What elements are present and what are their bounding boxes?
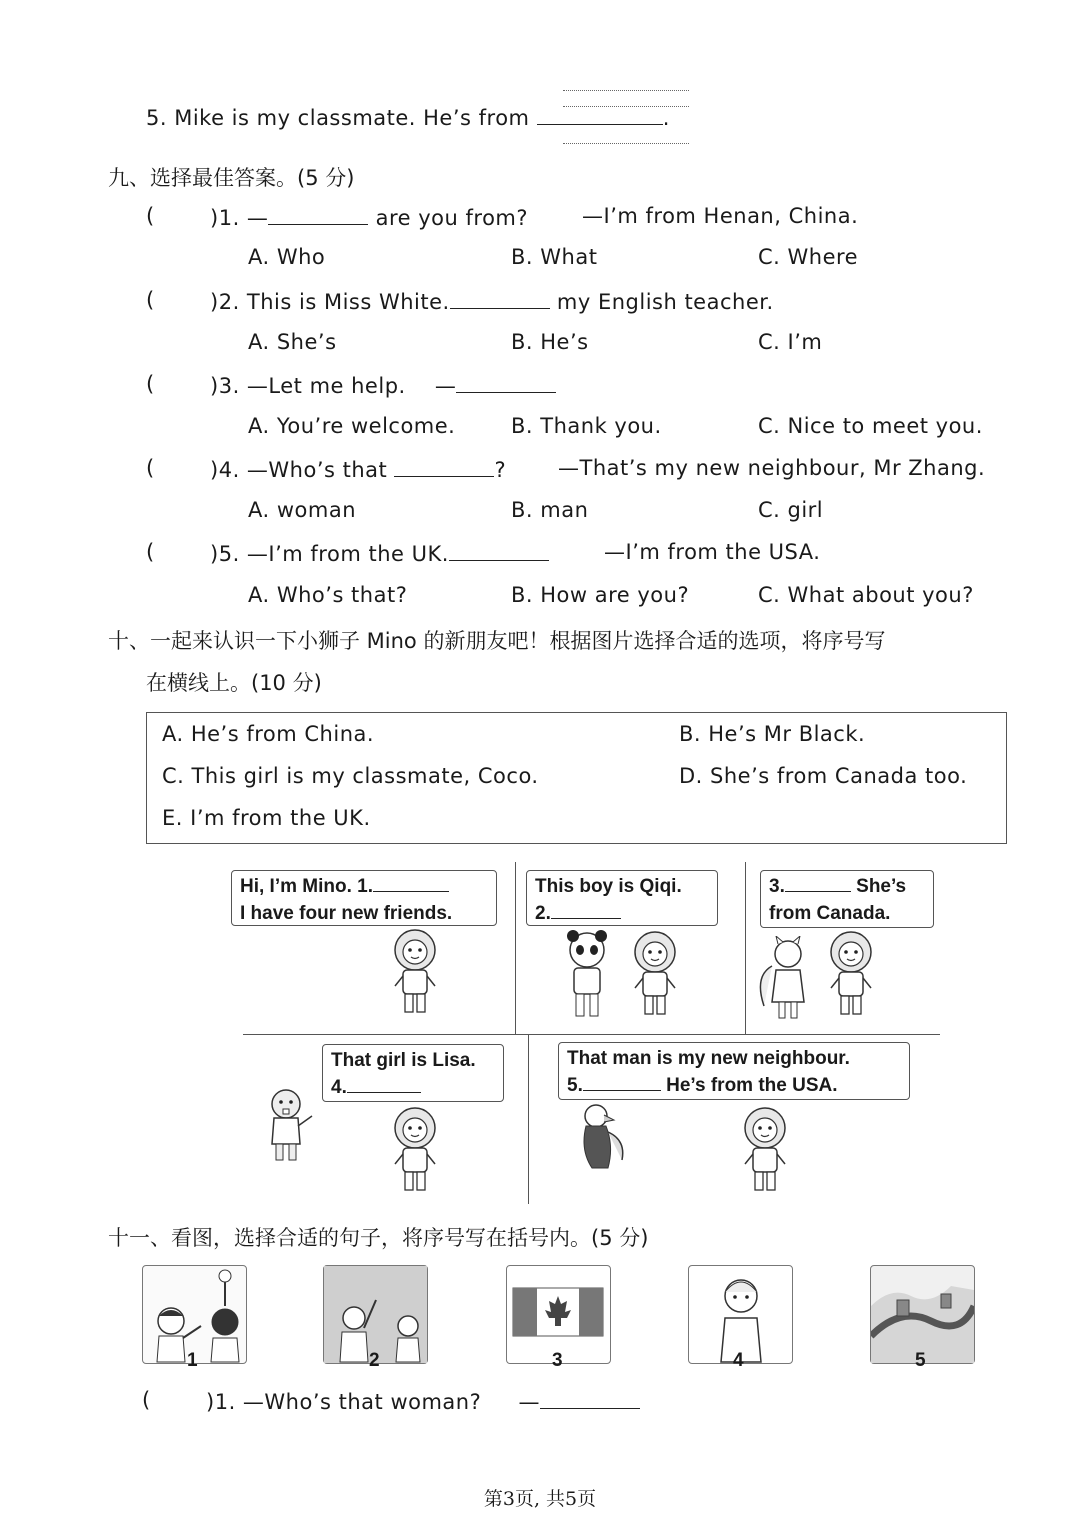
sec9-q1-reply: —I’m from Henan, China. bbox=[582, 204, 859, 228]
sec9-question-1: )1. — are you from? bbox=[210, 206, 529, 230]
page-footer: 第3页, 共5页 bbox=[483, 1488, 597, 1510]
sec9-question-5: )5. —I’m from the UK. bbox=[210, 540, 549, 566]
sec9-q4-reply: —That’s my new neighbour, Mr Zhang. bbox=[558, 456, 986, 480]
option-b: B. man bbox=[511, 498, 589, 522]
option-a: A. Who’s that? bbox=[248, 583, 408, 607]
panel-divider bbox=[243, 1034, 940, 1035]
sec9-question-4: )4. —Who’s that ? bbox=[210, 458, 507, 482]
section-11-title: 十一、看图，选择合适的句子，将序号写在括号内。(5 分) bbox=[108, 1226, 649, 1250]
option-e: E. I’m from the UK. bbox=[162, 806, 371, 830]
answer-paren[interactable]: ( bbox=[146, 372, 155, 396]
option-d: D. She’s from Canada too. bbox=[679, 764, 968, 788]
sec9-question-3: )3. —Let me help. — bbox=[210, 372, 556, 398]
option-a: A. You’re welcome. bbox=[248, 414, 456, 438]
lion-mino-icon bbox=[390, 928, 440, 1022]
option-c: C. girl bbox=[758, 498, 824, 522]
option-b: B. He’s Mr Black. bbox=[679, 722, 866, 746]
option-c: C. What about you? bbox=[758, 583, 974, 607]
option-b: B. He’s bbox=[511, 330, 589, 354]
sec9-q5-reply: —I’m from the USA. bbox=[604, 540, 821, 564]
lion-mino-icon bbox=[740, 1106, 790, 1200]
answer-paren[interactable]: ( bbox=[142, 1388, 151, 1412]
option-b: B. What bbox=[511, 245, 598, 269]
answer-blank[interactable] bbox=[347, 1074, 421, 1093]
speech-bubble-1: Hi, I’m Mino. 1. I have four new friends. bbox=[231, 870, 497, 926]
speech-bubble-3: 3. She’s from Canada. bbox=[760, 870, 934, 928]
answer-blank[interactable] bbox=[537, 104, 663, 125]
section-9-title: 九、选择最佳答案。(5 分) bbox=[108, 166, 355, 190]
option-a: A. She’s bbox=[248, 330, 337, 354]
option-a: A. woman bbox=[248, 498, 357, 522]
panda-qiqi-icon bbox=[562, 930, 612, 1022]
answer-blank[interactable] bbox=[551, 900, 621, 919]
answer-paren[interactable]: ( bbox=[146, 288, 155, 312]
option-a: A. He’s from China. bbox=[162, 722, 375, 746]
picture-number: 4 bbox=[733, 1350, 744, 1371]
answer-paren[interactable]: ( bbox=[146, 456, 155, 480]
picture-number: 2 bbox=[369, 1350, 380, 1371]
option-c: C. This girl is my classmate, Coco. bbox=[162, 764, 539, 788]
eagle-mr-black-icon bbox=[574, 1102, 630, 1174]
answer-blank[interactable] bbox=[394, 456, 494, 477]
answer-blank[interactable] bbox=[450, 288, 550, 309]
sec11-question-1: )1. —Who’s that woman? — bbox=[206, 1388, 640, 1414]
answer-blank[interactable] bbox=[583, 1072, 661, 1091]
lion-mino-icon bbox=[630, 930, 680, 1024]
squirrel-coco-icon bbox=[758, 936, 814, 1022]
option-a: A. Who bbox=[248, 245, 326, 269]
picture-number: 3 bbox=[552, 1350, 563, 1371]
dotted-writing-line bbox=[563, 90, 689, 91]
option-c: C. Where bbox=[758, 245, 859, 269]
option-b: B. Thank you. bbox=[511, 414, 662, 438]
picture-number: 5 bbox=[915, 1350, 926, 1371]
answer-blank[interactable] bbox=[456, 372, 556, 393]
option-c: C. I’m bbox=[758, 330, 823, 354]
picture-number: 1 bbox=[187, 1350, 198, 1371]
speech-bubble-4: That girl is Lisa. 4. bbox=[322, 1044, 504, 1102]
answer-paren[interactable]: ( bbox=[146, 204, 155, 228]
lion-mino-icon bbox=[826, 930, 876, 1024]
panel-divider bbox=[528, 1034, 529, 1204]
answer-blank[interactable] bbox=[449, 540, 549, 561]
answer-blank[interactable] bbox=[268, 204, 368, 225]
panel-divider bbox=[515, 862, 516, 1034]
section-10-title: 十、一起来认识一下小狮子 Mino 的新朋友吧！根据图片选择合适的选项，将序号写 bbox=[108, 629, 886, 653]
section-10-title-cont: 在横线上。(10 分) bbox=[146, 671, 322, 695]
prev-question-5: 5. Mike is my classmate. He’s from . bbox=[146, 106, 670, 130]
answer-blank[interactable] bbox=[373, 873, 449, 892]
beaver-lisa-icon bbox=[262, 1086, 316, 1164]
answer-blank[interactable] bbox=[540, 1388, 640, 1409]
sec9-question-2: )2. This is Miss White. my English teacher. bbox=[210, 290, 774, 314]
speech-bubble-5: That man is my new neighbour. 5. He’s from the USA. bbox=[558, 1042, 910, 1100]
panel-divider bbox=[745, 862, 746, 1034]
option-b: B. How are you? bbox=[511, 583, 690, 607]
option-c: C. Nice to meet you. bbox=[758, 414, 983, 438]
answer-blank[interactable] bbox=[785, 873, 851, 892]
speech-bubble-2: This boy is Qiqi. 2. bbox=[526, 870, 718, 926]
dotted-writing-line bbox=[563, 143, 689, 144]
answer-paren[interactable]: ( bbox=[146, 540, 155, 564]
lion-mino-icon bbox=[390, 1106, 440, 1200]
